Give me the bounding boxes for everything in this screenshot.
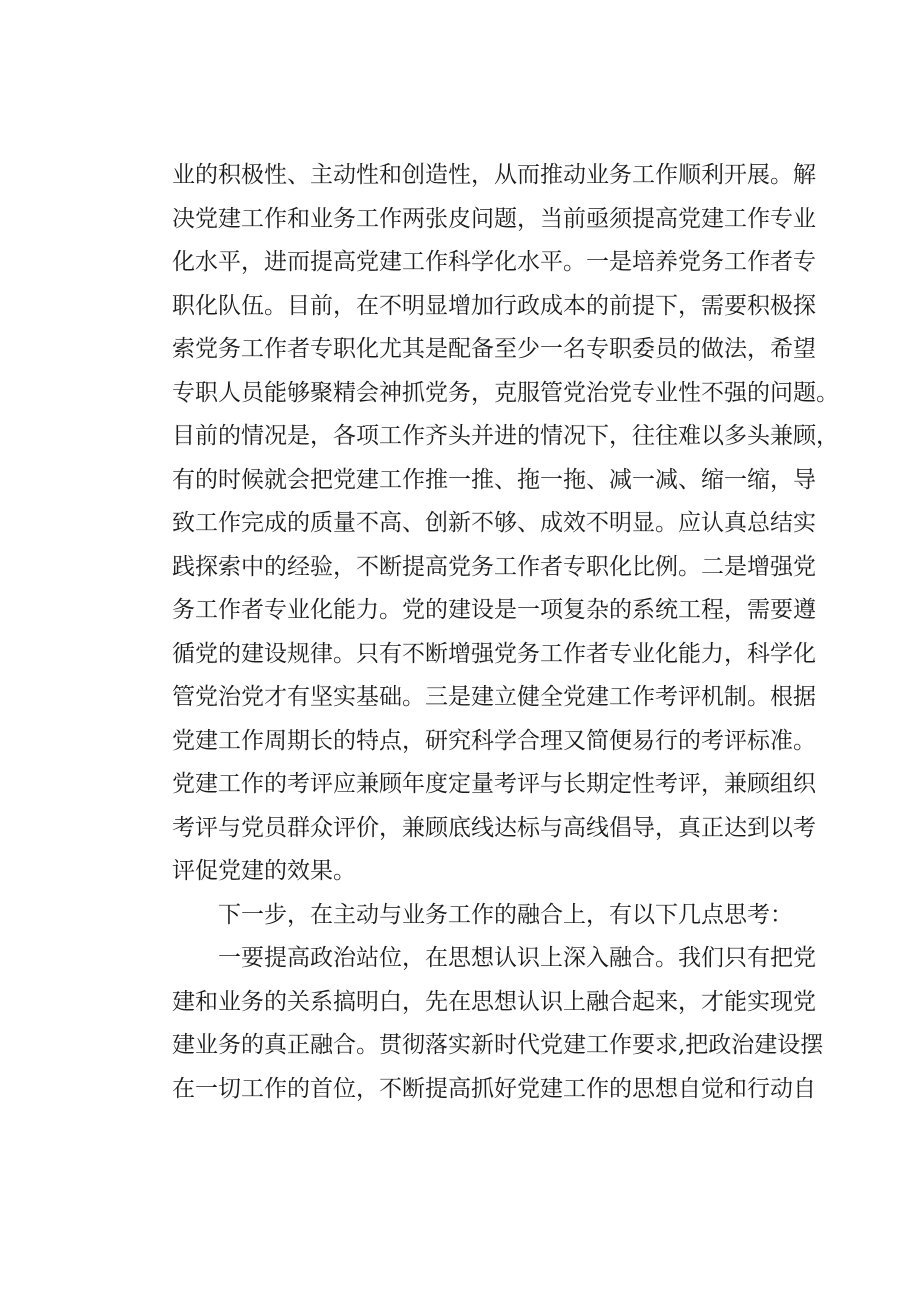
text-line: 致工作完成的质量不高、创新不够、成效不明显。应认真总结实 <box>172 510 816 536</box>
text-line: 索党务工作者专职化尤其是配备至少一名专职委员的做法，希望 <box>172 336 816 362</box>
text-line: 目前的情况是，各项工作齐头并进的情况下，往往难以多头兼顾， <box>172 423 839 449</box>
paragraph-start-line: 一要提高政治站位，在思想认识上深入融合。我们只有把党 <box>218 945 816 971</box>
text-line: 建业务的真正融合。贯彻落实新时代党建工作要求,把政治建设摆 <box>172 1032 824 1058</box>
text-line: 党建工作的考评应兼顾年度定量考评与长期定性考评，兼顾组织 <box>172 771 816 797</box>
text-line: 职化队伍。目前，在不明显增加行政成本的前提下，需要积极探 <box>172 292 816 319</box>
text-line: 践探索中的经验，不断提高党务工作者专职化比例。二是增强党 <box>172 553 816 580</box>
text-line: 决党建工作和业务工作两张皮问题，当前亟须提高党建工作专业 <box>172 205 816 232</box>
text-line: 在一切工作的首位，不断提高抓好党建工作的思想自觉和行动自 <box>172 1075 816 1102</box>
text-line: 党建工作周期长的特点，研究科学合理又简便易行的考评标准。 <box>172 727 816 754</box>
paragraph-heading-line: 下一步，在主动与业务工作的融合上，有以下几点思考： <box>218 901 793 928</box>
text-line: 考评与党员群众评价，兼顾底线达标与高线倡导，真正达到以考 <box>172 814 816 841</box>
text-line: 务工作者专业化能力。党的建设是一项复杂的系统工程，需要遵 <box>172 597 816 623</box>
text-line: 管党治党才有坚实基础。三是建立健全党建工作考评机制。根据 <box>172 684 816 710</box>
text-line: 专职人员能够聚精会神抓党务，克服管党治党专业性不强的问题。 <box>172 379 839 406</box>
text-line: 化水平，进而提高党建工作科学化水平。一是培养党务工作者专 <box>172 249 816 275</box>
text-line: 业的积极性、主动性和创造性，从而推动业务工作顺利开展。解 <box>172 162 816 188</box>
text-line: 有的时候就会把党建工作推一推、拖一拖、减一减、缩一缩，导 <box>172 466 816 493</box>
document-body <box>172 154 839 1111</box>
text-line: 建和业务的关系搞明白，先在思想认识上融合起来，才能实现党 <box>172 988 816 1015</box>
paragraph-end-line: 评促党建的效果。 <box>172 858 356 884</box>
text-line: 循党的建设规律。只有不断增强党务工作者专业化能力，科学化 <box>172 640 816 667</box>
